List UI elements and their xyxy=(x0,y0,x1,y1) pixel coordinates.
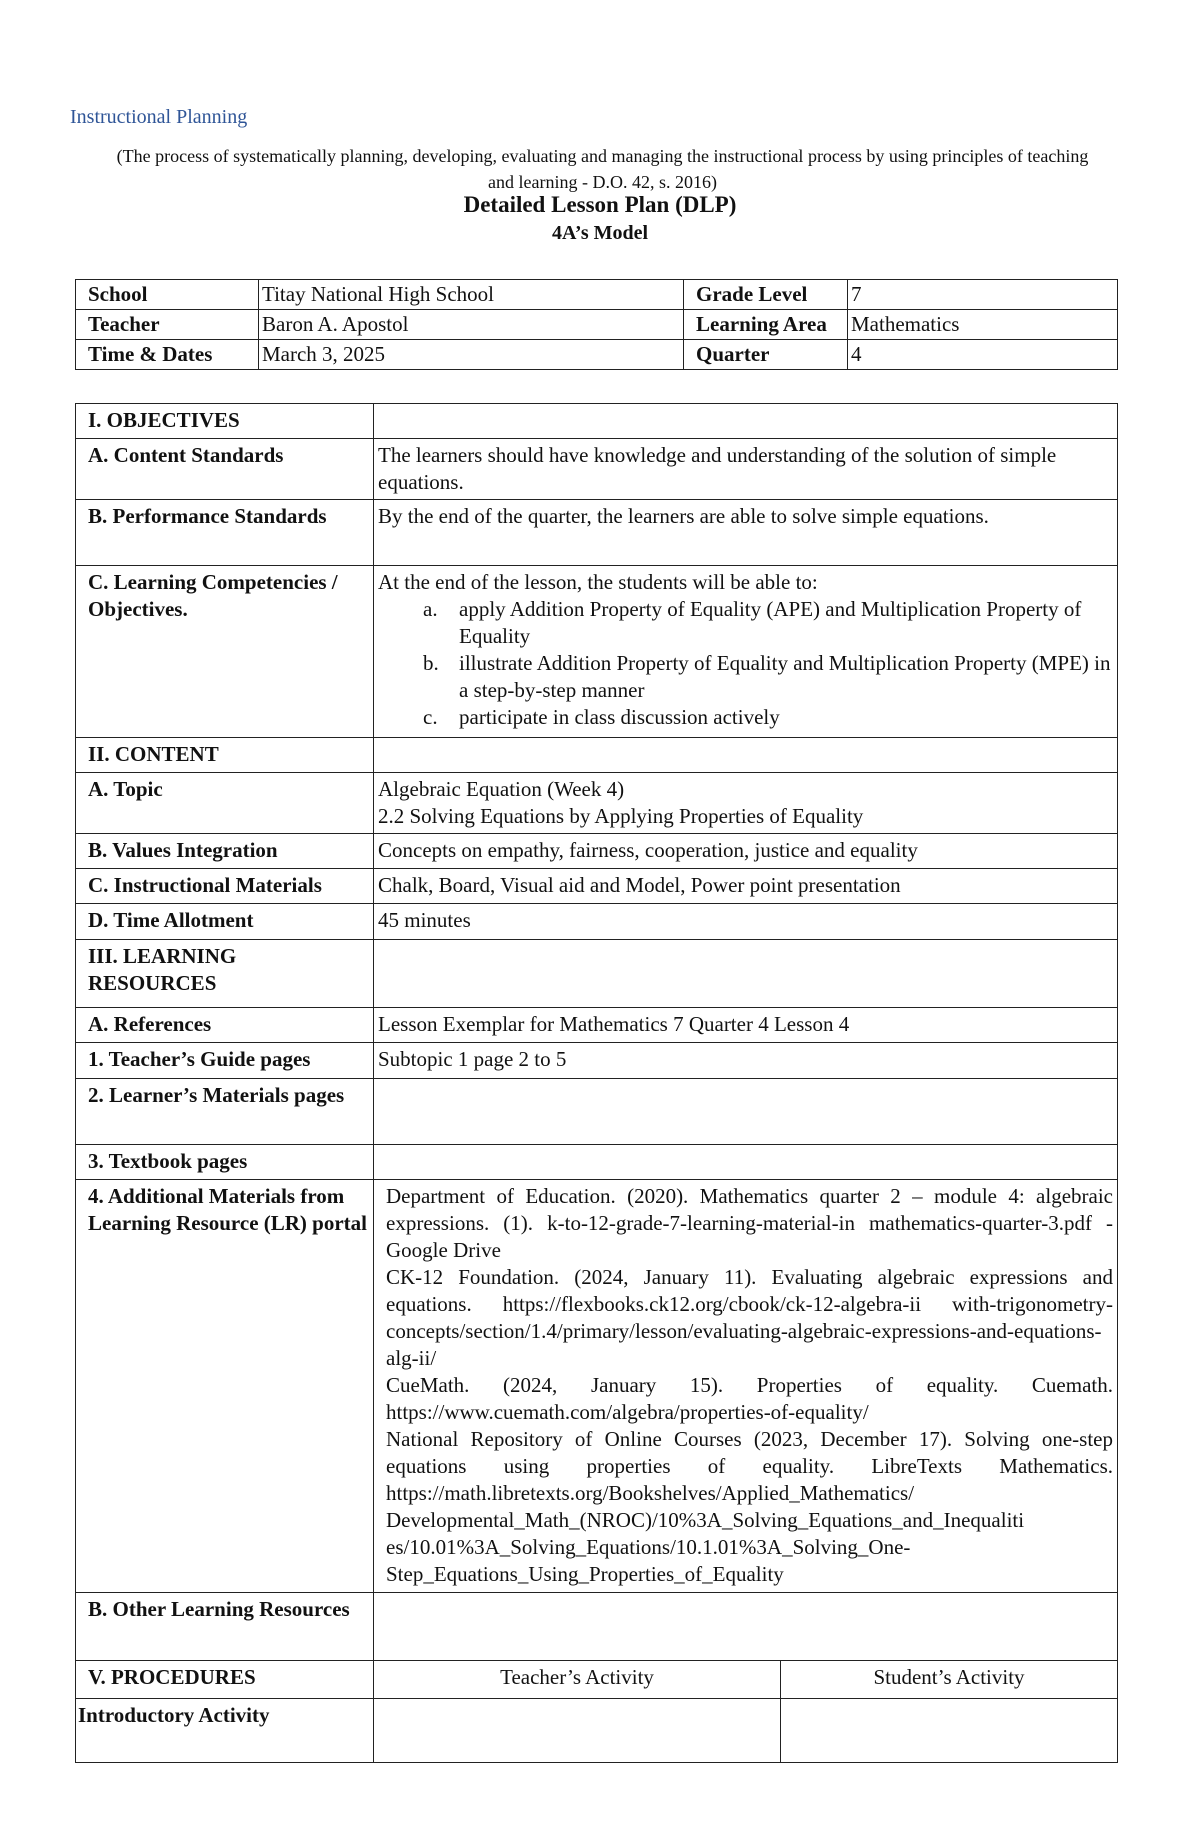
topic-line-1: Algebraic Equation (Week 4) xyxy=(378,777,625,801)
students-activity-header: Student’s Activity xyxy=(781,1661,1118,1699)
textbook-pages-label: 3. Textbook pages xyxy=(76,1145,374,1180)
competency-text: participate in class discussion actively xyxy=(459,705,780,729)
other-resources-label: B. Other Learning Resources xyxy=(76,1593,374,1661)
document-model: 4A’s Model xyxy=(551,222,649,244)
competencies-row xyxy=(76,566,1118,738)
content-heading-row xyxy=(76,738,1118,773)
procedures-header-row xyxy=(76,1661,1118,1699)
competency-item xyxy=(378,704,1113,731)
topic-row xyxy=(76,773,1118,834)
school-label: School xyxy=(76,280,259,310)
references-value: Lesson Exemplar for Mathematics 7 Quarter 4 Lesson 4 xyxy=(374,1008,1118,1043)
content-standards-value: The learners should have knowledge and understanding of the solution of simple equations. xyxy=(374,439,1118,500)
document-title: Detailed Lesson Plan (DLP) xyxy=(463,192,737,217)
time-allotment-value: 45 minutes xyxy=(374,904,1118,940)
performance-standards-row xyxy=(76,500,1118,566)
learning-area-label: Learning Area xyxy=(684,310,848,340)
content-standards-row xyxy=(76,439,1118,500)
info-row-school xyxy=(76,280,1118,310)
school-value: Titay National High School xyxy=(259,280,684,310)
additional-materials-value xyxy=(374,1180,1118,1593)
teachers-activity-header: Teacher’s Activity xyxy=(374,1661,781,1699)
competency-marker: c. xyxy=(423,705,438,729)
teachers-guide-value: Subtopic 1 page 2 to 5 xyxy=(374,1043,1118,1079)
competencies-label: C. Learning Competencies / Objectives. xyxy=(76,566,374,738)
references-label: A. References xyxy=(76,1008,374,1043)
objectives-heading-row xyxy=(76,404,1118,439)
teachers-guide-row xyxy=(76,1043,1118,1079)
learning-area-value: Mathematics xyxy=(848,310,1118,340)
content-heading: II. CONTENT xyxy=(76,738,374,773)
competency-text: illustrate Addition Property of Equality and Multiplication Property (MPE) in a step-by-step manner xyxy=(459,651,1111,702)
objectives-heading: I. OBJECTIVES xyxy=(76,404,374,439)
grade-level-label: Grade Level xyxy=(684,280,848,310)
info-table xyxy=(75,279,1118,370)
learning-resources-heading-row xyxy=(76,940,1118,1008)
teacher-value: Baron A. Apostol xyxy=(259,310,684,340)
content-standards-label: A. Content Standards xyxy=(76,439,374,500)
introductory-activity-row xyxy=(76,1699,1118,1763)
teacher-label: Teacher xyxy=(76,310,259,340)
reference-entry: CueMath. (2024, January 15). Properties of equality. Cuemath. https://www.cuemath.com/algebra/properties-of-equality/ xyxy=(386,1373,1113,1424)
textbook-pages-row xyxy=(76,1145,1118,1180)
competencies-value xyxy=(374,566,1118,738)
topic-value xyxy=(374,773,1118,834)
values-integration-row xyxy=(76,834,1118,869)
quarter-value: 4 xyxy=(848,340,1118,370)
time-dates-value: March 3, 2025 xyxy=(259,340,684,370)
time-allotment-row xyxy=(76,904,1118,940)
competency-marker: a. xyxy=(423,597,438,621)
competency-item xyxy=(378,650,1113,704)
introductory-teacher-cell xyxy=(374,1699,781,1763)
instructional-materials-label: C. Instructional Materials xyxy=(76,869,374,904)
info-row-teacher xyxy=(76,310,1118,340)
info-row-time xyxy=(76,340,1118,370)
values-integration-value: Concepts on empathy, fairness, cooperation, justice and equality xyxy=(374,834,1118,869)
instructional-materials-value: Chalk, Board, Visual aid and Model, Power point presentation xyxy=(374,869,1118,904)
reference-entry: CK-12 Foundation. (2024, January 11). Evaluating algebraic expressions and equations. https://flexbooks.ck12.org/cbook/ck-12-algebra-ii with-trigonometry-concepts/section/1.4/primary/lesson/evaluating-algebraic-expressions-and-equations-alg-ii/ xyxy=(386,1265,1113,1370)
topic-line-2: 2.2 Solving Equations by Applying Properties of Equality xyxy=(378,804,864,828)
references-row xyxy=(76,1008,1118,1043)
performance-standards-value: By the end of the quarter, the learners are able to solve simple equations. xyxy=(374,500,1118,566)
values-integration-label: B. Values Integration xyxy=(76,834,374,869)
performance-standards-label: B. Performance Standards xyxy=(76,500,374,566)
additional-materials-row xyxy=(76,1180,1118,1593)
topic-label: A. Topic xyxy=(76,773,374,834)
procedures-heading: V. PROCEDURES xyxy=(76,1661,374,1699)
competency-marker: b. xyxy=(423,651,439,675)
section-title: Instructional Planning xyxy=(70,106,248,128)
time-dates-label: Time & Dates xyxy=(76,340,259,370)
learners-materials-label: 2. Learner’s Materials pages xyxy=(76,1079,374,1145)
competency-text: apply Addition Property of Equality (APE) and Multiplication Property of Equality xyxy=(459,597,1082,648)
competencies-intro: At the end of the lesson, the students will be able to: xyxy=(378,570,818,594)
instructional-materials-row xyxy=(76,869,1118,904)
competencies-list xyxy=(378,596,1113,731)
reference-entry: Department of Education. (2020). Mathematics quarter 2 – module 4: algebraic expressions. (1). k-to-12-grade-7-learning-material-in mathematics-quarter-3.pdf - Google Drive xyxy=(386,1184,1113,1262)
additional-materials-label: 4. Additional Materials from Learning Resource (LR) portal xyxy=(76,1180,374,1593)
competency-item xyxy=(378,596,1113,650)
reference-entry: National Repository of Online Courses (2023, December 17). Solving one-step equations using properties of equality. LibreTexts Mathematics. https://math.libretexts.org/Bookshelves/Applied_Mathematics/ Developmental_Math_(NROC)/10%3A_Solving_Equations_and_Inequaliti es/10.01%3A_Solving_Equations/10.1.01%3A_Solving_One-Step_Equations_Using_Properties_of_Equality xyxy=(386,1427,1113,1586)
time-allotment-label: D. Time Allotment xyxy=(76,904,374,940)
grade-level-value: 7 xyxy=(848,280,1118,310)
learners-materials-row xyxy=(76,1079,1118,1145)
quarter-label: Quarter xyxy=(684,340,848,370)
introductory-activity-label: Introductory Activity xyxy=(76,1699,374,1763)
teachers-guide-label: 1. Teacher’s Guide pages xyxy=(76,1043,374,1079)
introductory-student-cell xyxy=(781,1699,1118,1763)
document-subtitle: (The process of systematically planning, developing, evaluating and managing the instructional process by using principles of teaching and learning - D.O. 42, s. 2016) xyxy=(116,146,1089,192)
other-resources-row xyxy=(76,1593,1118,1661)
lesson-plan-table xyxy=(75,403,1118,1763)
learning-resources-heading: III. LEARNING RESOURCES xyxy=(76,940,374,1008)
